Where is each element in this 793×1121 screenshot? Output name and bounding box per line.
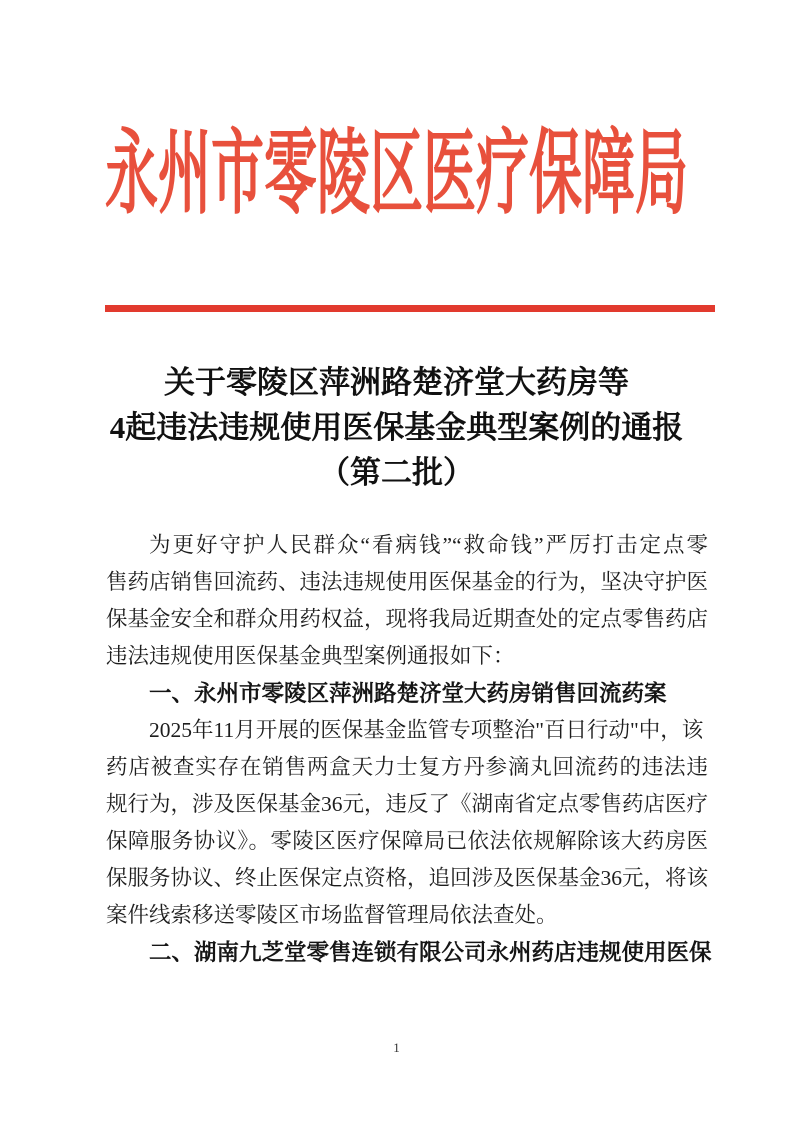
page-number: 1 — [393, 1040, 400, 1055]
document-title-line-1: 关于零陵区萍洲路楚济堂大药房等 — [164, 365, 629, 400]
paragraph-line: 为更好守护人民群众“看病钱”“救命钱”严厉打击定点零 — [149, 533, 708, 557]
red-divider-line — [105, 305, 715, 312]
case-two-heading: 二、湖南九芝堂零售连锁有限公司永州药店违规使用医保 — [149, 940, 712, 965]
paragraph-line: 保基金安全和群众用药权益，现将我局近期查处的定点零售药店 — [106, 607, 709, 631]
document-title — [0, 360, 793, 495]
document-title-line-2: 4起违法违规使用医保基金典型案例的通报 — [109, 410, 684, 445]
agency-masthead-title: 永州市零陵区医疗保障局 — [105, 124, 688, 226]
paragraph-line: 案件线索移送零陵区市场监督管理局依法查处。 — [106, 903, 558, 927]
document-body — [106, 527, 712, 971]
paragraph-line: 规行为，涉及医保基金36元，违反了《湖南省定点零售药店医疗 — [106, 792, 709, 816]
paragraph-line: 2025年11月开展的医保基金监管专项整治"百日行动"中，该 — [149, 718, 704, 742]
document-title-line-3: （第二批） — [319, 455, 474, 490]
case-one-heading: 一、永州市零陵区萍洲路楚济堂大药房销售回流药案 — [149, 681, 667, 706]
paragraph-line: 售药店销售回流药、违法违规使用医保基金的行为，坚决守护医 — [106, 570, 709, 594]
paragraph-line: 药店被查实存在销售两盒天力士复方丹参滴丸回流药的违法违 — [106, 755, 708, 779]
paragraph-line: 保服务协议、终止医保定点资格，追回涉及医保基金36元，将该 — [106, 866, 709, 890]
paragraph-line: 保障服务协议》。零陵区医疗保障局已依法依规解除该大药房医 — [106, 829, 708, 853]
paragraph-line: 违法违规使用医保基金典型案例通报如下： — [106, 644, 515, 668]
